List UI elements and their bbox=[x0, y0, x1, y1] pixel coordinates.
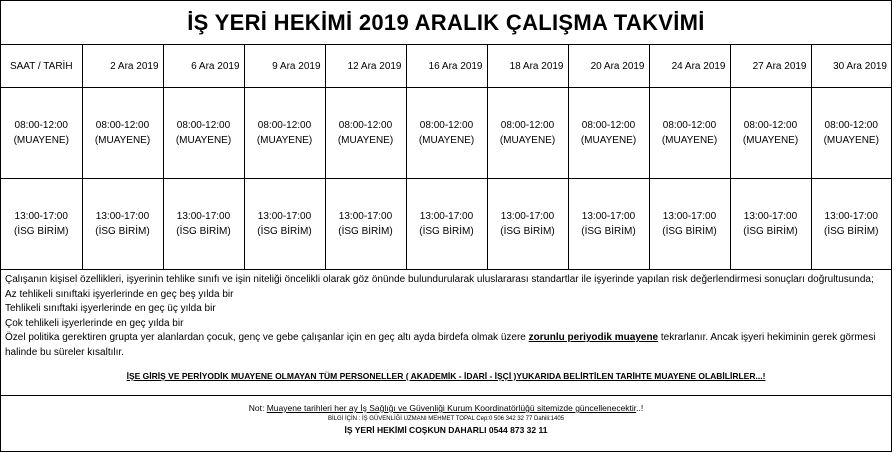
slot-label: (MUAYENE) bbox=[742, 135, 799, 146]
slot-cell bbox=[163, 179, 244, 270]
slot-label: (İSG BİRİM) bbox=[824, 226, 879, 237]
date-header: 27 Ara 2019 bbox=[730, 45, 811, 88]
slot-cell bbox=[1, 88, 82, 179]
slot-label: (İSG BİRİM) bbox=[500, 226, 555, 237]
slot-cell bbox=[82, 88, 163, 179]
slot-cell bbox=[730, 179, 811, 270]
slot-time: 08:00-12:00 bbox=[500, 120, 555, 131]
note-line bbox=[5, 331, 888, 360]
morning-row bbox=[1, 88, 891, 179]
date-header: 16 Ara 2019 bbox=[406, 45, 487, 88]
slot-label: (İSG BİRİM) bbox=[257, 226, 312, 237]
slot-label: (MUAYENE) bbox=[823, 135, 879, 146]
slot-time: 08:00-12:00 bbox=[743, 120, 798, 131]
slot-cell bbox=[406, 179, 487, 270]
slot-time: 08:00-12:00 bbox=[662, 120, 717, 131]
slot-cell bbox=[649, 179, 730, 270]
note-prefix: Not: bbox=[248, 403, 267, 413]
afternoon-row bbox=[1, 179, 891, 270]
contact-info: BİLGİ İÇİN : İŞ GÜVENLİĞİ UZMANI MEHMET TOPAL Cep:0 506 342 32 77 Dahili:1405 bbox=[327, 416, 565, 422]
date-header: 6 Ara 2019 bbox=[163, 45, 244, 88]
slot-time: 13:00-17:00 bbox=[824, 211, 878, 222]
slot-label: (MUAYENE) bbox=[175, 135, 232, 146]
slot-time: 13:00-17:00 bbox=[419, 211, 474, 222]
slot-label: (İSG BİRİM) bbox=[743, 226, 798, 237]
date-header: 18 Ara 2019 bbox=[487, 45, 568, 88]
slot-cell bbox=[1, 179, 82, 270]
note-line: Az tehlikeli sınıftaki işyerlerinde en geç beş yılda bir bbox=[5, 288, 234, 300]
header-row bbox=[1, 45, 891, 88]
slot-cell bbox=[811, 179, 891, 270]
exam-rules-notes bbox=[1, 270, 891, 360]
slot-cell bbox=[244, 88, 325, 179]
slot-time: 08:00-12:00 bbox=[95, 120, 150, 131]
slot-time: 08:00-12:00 bbox=[419, 120, 474, 131]
note-line: Tehlikeli sınıftaki işyerlerinde en geç üç yılda bir bbox=[5, 303, 216, 314]
slot-cell bbox=[406, 88, 487, 179]
schedule-table bbox=[1, 45, 891, 270]
announcement: İŞE GİRİŞ VE PERİYODİK MUAYENE OLMAYAN TÜM PERSONELLER ( AKADEMİK - İDARİ - İŞÇİ )YUKARIDA BELİRTİLEN TARİHTE MUAYENE OLABİLİRLER...! bbox=[126, 371, 766, 381]
slot-cell bbox=[325, 88, 406, 179]
slot-time: 08:00-12:00 bbox=[176, 120, 231, 131]
slot-cell bbox=[487, 88, 568, 179]
slot-cell bbox=[244, 179, 325, 270]
slot-label: (MUAYENE) bbox=[13, 135, 69, 146]
note-text: tekrarlanır. Ancak işyeri hekiminin gerek görmesi halinde bu süreler kısaltılır. bbox=[5, 332, 876, 358]
slot-cell bbox=[568, 179, 649, 270]
slot-label: (MUAYENE) bbox=[337, 135, 394, 146]
slot-cell bbox=[730, 88, 811, 179]
slot-time: 13:00-17:00 bbox=[95, 211, 150, 222]
doctor-contact: İŞ YERİ HEKİMİ COŞKUN DAHARLI 0544 873 32 11 bbox=[344, 425, 548, 435]
slot-time: 08:00-12:00 bbox=[581, 120, 636, 131]
update-note-link[interactable]: Muayene tarihleri her ay İş Sağlığı ve Güvenliği Kurum Koordinatörlüğü sitemizde güncellenecektir bbox=[266, 403, 637, 413]
slot-label: (MUAYENE) bbox=[418, 135, 475, 146]
slot-label: (İSG BİRİM) bbox=[95, 226, 150, 237]
slot-time: 08:00-12:00 bbox=[257, 120, 312, 131]
date-header: 24 Ara 2019 bbox=[649, 45, 730, 88]
slot-cell bbox=[811, 88, 891, 179]
footer-note bbox=[1, 403, 891, 413]
slot-label: (İSG BİRİM) bbox=[176, 226, 231, 237]
slot-label: (İSG BİRİM) bbox=[419, 226, 474, 237]
slot-time: 08:00-12:00 bbox=[338, 120, 393, 131]
note-line: Çok tehlikeli işyerlerinde en geç yılda bir bbox=[5, 317, 184, 329]
slot-time: 13:00-17:00 bbox=[500, 211, 555, 222]
mandatory-exam-emphasis: zorunlu periyodik muayene bbox=[528, 332, 659, 343]
slot-label: (İSG BİRİM) bbox=[14, 226, 69, 237]
note-line: Çalışanın kişisel özellikleri, işyerinin tehlike sınıfı ve işin niteliği öncelikli olarak göz önünde bulundurularak uluslararası standartlar ile işyerinde yapılan risk değerlendirmesi sonuçları doğrultusunda; bbox=[5, 274, 874, 285]
slot-time: 13:00-17:00 bbox=[14, 211, 68, 222]
slot-time: 13:00-17:00 bbox=[662, 211, 717, 222]
corner-header: SAAT / TARİH bbox=[1, 45, 82, 88]
date-header: 30 Ara 2019 bbox=[811, 45, 891, 88]
slot-label: (İSG BİRİM) bbox=[662, 226, 717, 237]
slot-label: (İSG BİRİM) bbox=[581, 226, 636, 237]
slot-time: 13:00-17:00 bbox=[743, 211, 798, 222]
slot-label: (İSG BİRİM) bbox=[338, 226, 393, 237]
date-header: 12 Ara 2019 bbox=[325, 45, 406, 88]
slot-time: 13:00-17:00 bbox=[338, 211, 393, 222]
divider bbox=[1, 395, 891, 396]
slot-cell bbox=[649, 88, 730, 179]
page-title: İŞ YERİ HEKİMİ 2019 ARALIK ÇALIŞMA TAKVİMİ bbox=[1, 1, 891, 45]
date-header: 20 Ara 2019 bbox=[568, 45, 649, 88]
slot-label: (MUAYENE) bbox=[94, 135, 151, 146]
date-header: 9 Ara 2019 bbox=[244, 45, 325, 88]
slot-label: (MUAYENE) bbox=[661, 135, 718, 146]
date-header: 2 Ara 2019 bbox=[82, 45, 163, 88]
slot-time: 13:00-17:00 bbox=[581, 211, 636, 222]
slot-cell bbox=[163, 88, 244, 179]
note-suffix: ..! bbox=[636, 403, 644, 413]
slot-label: (MUAYENE) bbox=[580, 135, 637, 146]
note-text: Özel politika gerektiren grupta yer alanlardan çocuk, genç ve gebe çalışanlar için en geç altı ayda birdefa olmak üzere bbox=[5, 332, 529, 343]
slot-time: 13:00-17:00 bbox=[176, 211, 231, 222]
slot-time: 13:00-17:00 bbox=[257, 211, 312, 222]
slot-time: 08:00-12:00 bbox=[824, 120, 878, 131]
slot-cell bbox=[325, 179, 406, 270]
slot-cell bbox=[82, 179, 163, 270]
slot-cell bbox=[487, 179, 568, 270]
slot-cell bbox=[568, 88, 649, 179]
slot-time: 08:00-12:00 bbox=[14, 120, 68, 131]
slot-label: (MUAYENE) bbox=[256, 135, 313, 146]
slot-label: (MUAYENE) bbox=[499, 135, 556, 146]
